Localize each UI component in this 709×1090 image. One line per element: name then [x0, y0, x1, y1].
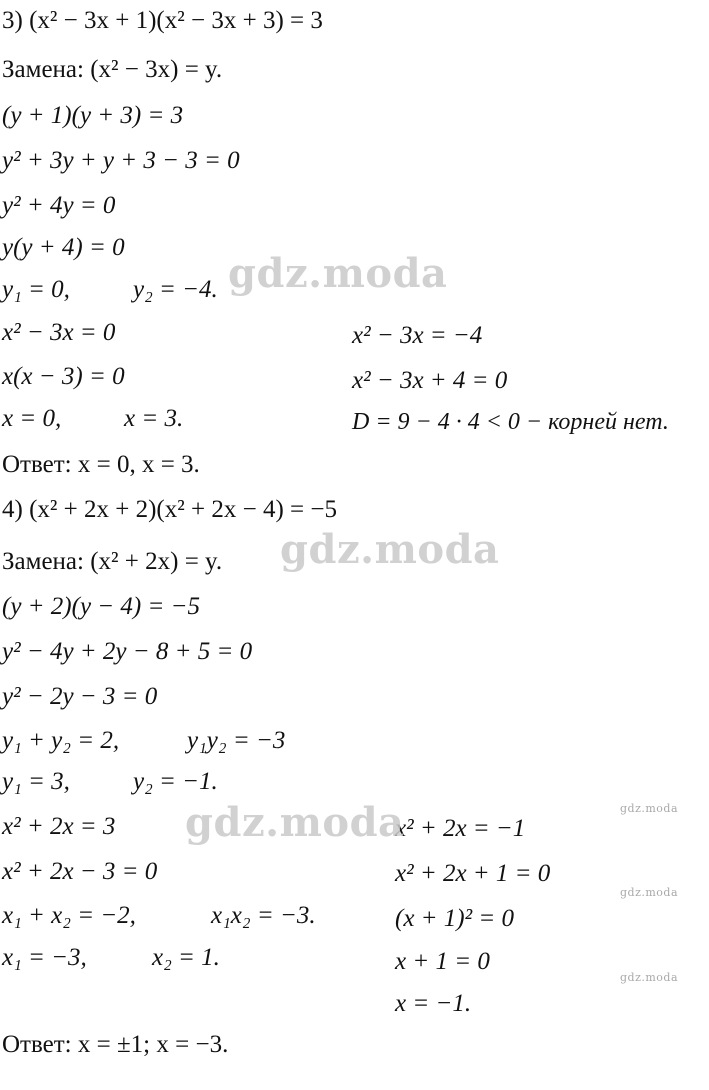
problem-4-case-left-vieta-product: x₁x₂ = −3. — [211, 902, 316, 929]
problem-4-answer: Ответ: x = ±1; x = −3. — [2, 1031, 229, 1058]
problem-4-step-2: y² − 4y + 2y − 8 + 5 = 0 — [2, 638, 253, 665]
problem-4-case-left-2: x² + 2x − 3 = 0 — [2, 858, 158, 885]
problem-3-step-1: (y + 1)(y + 3) = 3 — [2, 102, 184, 129]
problem-4-case-right-3: (x + 1)² = 0 — [395, 905, 514, 932]
problem-3-case-left-x2: x = 3. — [124, 405, 184, 432]
problem-3-step-2: y² + 3y + y + 3 − 3 = 0 — [2, 147, 240, 174]
watermark-bottom: gdz.moda — [185, 799, 405, 846]
problem-4-root-y2: y₂ = −1. — [133, 768, 218, 795]
problem-4-case-right-5: x = −1. — [395, 990, 472, 1017]
problem-3-case-left-2: x(x − 3) = 0 — [2, 363, 125, 390]
watermark-middle: gdz.moda — [280, 526, 500, 573]
problem-4-step-3: y² − 2y − 3 = 0 — [2, 683, 158, 710]
problem-4-case-left-1: x² + 2x = 3 — [2, 813, 116, 840]
problem-4-case-left-vieta-sum: x₁ + x₂ = −2, — [2, 902, 136, 929]
problem-3-case-left-x1: x = 0, — [2, 405, 62, 432]
problem-4-case-left-x1: x₁ = −3, — [2, 944, 87, 971]
problem-3-case-right-3: D = 9 − 4 · 4 < 0 − корней нет. — [352, 409, 669, 435]
problem-4-root-y1: y₁ = 3, — [2, 768, 70, 795]
watermark-small-1: gdz.moda — [620, 802, 679, 815]
watermark-top: gdz.moda — [228, 250, 448, 297]
problem-3-root-y2: y₂ = −4. — [133, 276, 218, 303]
problem-4-vieta-sum: y₁ + y₂ = 2, — [2, 727, 120, 754]
problem-4-case-left-x2: x₂ = 1. — [152, 944, 220, 971]
problem-4-equation: 4) (x² + 2x + 2)(x² + 2x − 4) = −5 — [2, 496, 337, 523]
problem-4-case-right-1: x² + 2x = −1 — [395, 815, 526, 842]
problem-3-step-4: y(y + 4) = 0 — [2, 234, 125, 261]
problem-3-equation: 3) (x² − 3x + 1)(x² − 3x + 3) = 3 — [2, 7, 323, 34]
problem-4-step-1: (y + 2)(y − 4) = −5 — [2, 593, 200, 620]
problem-3-case-left-1: x² − 3x = 0 — [2, 319, 116, 346]
problem-3-substitution: Замена: (x² − 3x) = y. — [2, 56, 223, 83]
watermark-small-3: gdz.moda — [620, 971, 679, 984]
watermark-small-2: gdz.moda — [620, 886, 679, 899]
problem-4-case-right-2: x² + 2x + 1 = 0 — [395, 860, 551, 887]
problem-4-substitution: Замена: (x² + 2x) = y. — [2, 548, 223, 575]
problem-3-answer: Ответ: x = 0, x = 3. — [2, 451, 200, 478]
problem-4-vieta-product: y₁y₂ = −3 — [187, 727, 286, 754]
problem-3-case-right-2: x² − 3x + 4 = 0 — [352, 367, 508, 394]
problem-3-case-right-1: x² − 3x = −4 — [352, 322, 483, 349]
problem-3-root-y1: y₁ = 0, — [2, 276, 70, 303]
problem-4-case-right-4: x + 1 = 0 — [395, 948, 490, 975]
problem-3-step-3: y² + 4y = 0 — [2, 192, 116, 219]
